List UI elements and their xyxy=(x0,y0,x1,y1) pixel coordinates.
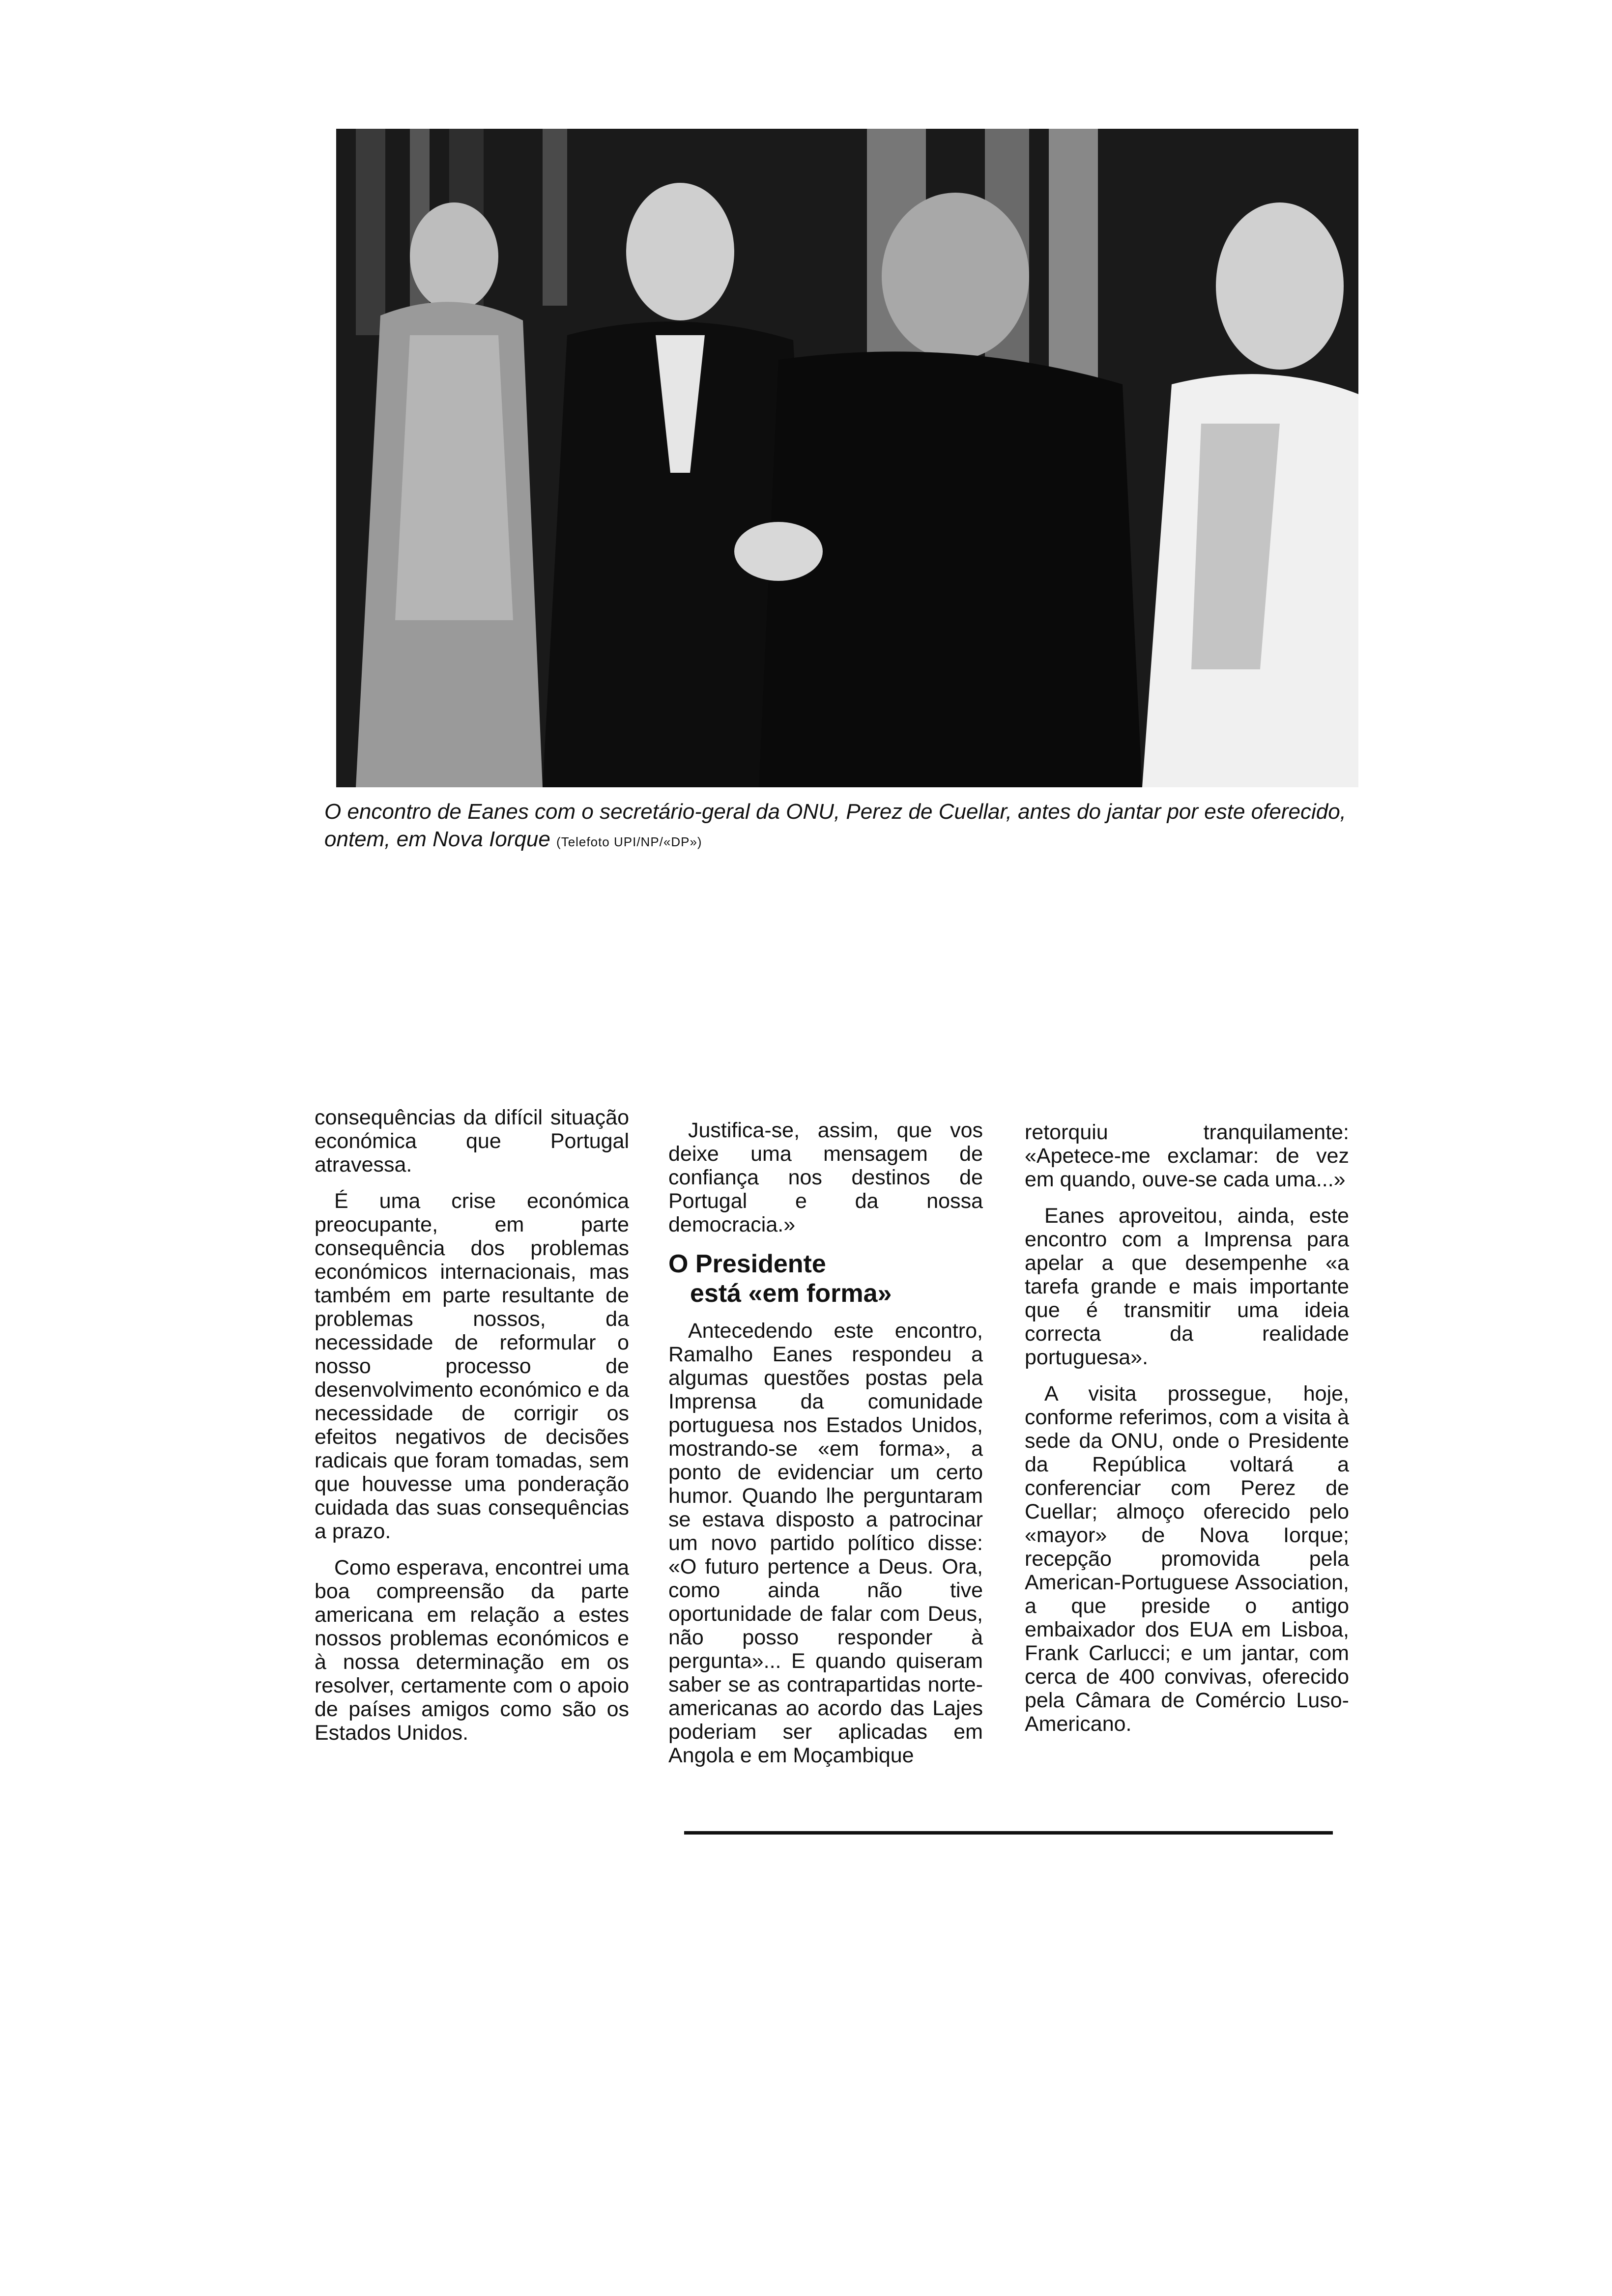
paragraph: Eanes aproveitou, ainda, este encontro com a Imprensa para apelar a que desempenhe «a tarefa grande e mais importante que é transmitir uma ideia correcta da realidade portuguesa». xyxy=(1025,1204,1349,1369)
press-photo xyxy=(336,129,1358,787)
paragraph: Como esperava, encontrei uma boa compreensão da parte americana em relação a estes nossos problemas económicos e à nossa determinação em os resolver, certamente com o apoio de países amigos como são os Estados Unidos. xyxy=(315,1556,629,1745)
subheading xyxy=(668,1249,983,1308)
paragraph: consequências da difícil situação económica que Portugal atravessa. xyxy=(315,1106,629,1177)
paragraph: A visita prossegue, hoje, conforme referimos, com a visita à sede da ONU, onde o Presidente da República voltará a conferenciar com Perez de Cuellar; almoço oferecido pelo «mayor» de Nova Iorque; recepção promovida pela American-Portuguese Association, a que preside o antigo embaixador dos EUA em Lisboa, Frank Carlucci; e um jantar, com cerca de 400 convivas, oferecido pela Câmara de Comércio Luso-Americano. xyxy=(1025,1382,1349,1736)
article-column-3 xyxy=(1025,1120,1349,1749)
paragraph: Justifica-se, assim, que vos deixe uma mensagem de confiança nos destinos de Portugal e da nossa democracia.» xyxy=(668,1119,983,1236)
article-column-1 xyxy=(315,1106,629,1757)
paragraph: Antecedendo este encontro, Ramalho Eanes respondeu a algumas questões postas pela Imprensa da comunidade portuguesa nos Estados Unidos, mostrando-se «em forma», a ponto de evidenciar um certo humor. Quando lhe perguntaram se estava disposto a patrocinar um novo partido político disse: «O futuro pertence a Deus. Ora, como ainda não tive oportunidade de falar com Deus, não posso responder à pergunta»... E quando quiseram saber se as contrapartidas norte-americanas ao acordo das Lajes poderiam ser aplicadas em Angola e em Moçambique xyxy=(668,1319,983,1767)
photo-scene-icon xyxy=(336,129,1358,787)
end-rule xyxy=(684,1831,1333,1835)
photo-caption xyxy=(324,798,1376,856)
paragraph: retorquiu tranquilamente: «Apetece-me exclamar: de vez em quando, ouve-se cada uma...» xyxy=(1025,1120,1349,1191)
subheading-line-2: está «em forma» xyxy=(690,1279,892,1308)
photo-credit: (Telefoto UPI/NP/«DP») xyxy=(556,834,702,849)
paragraph: É uma crise económica preocupante, em parte consequência dos problemas económicos internacionais, mas também em parte resultante de problemas nossos, da necessidade de reformular o nosso processo de desenvolvimento económico e da necessidade de corrigir os efeitos negativos de decisões radicais que foram tomadas, sem que houvesse uma ponderação cuidada das suas consequências a prazo. xyxy=(315,1189,629,1543)
subheading-line-1: O Presidente xyxy=(668,1250,826,1278)
article-column-2 xyxy=(668,1119,983,1780)
caption-text: O encontro de Eanes com o secretário-geral da ONU, Perez de Cuellar, antes do jantar por este oferecido, ontem, em Nova Iorque xyxy=(324,800,1346,851)
